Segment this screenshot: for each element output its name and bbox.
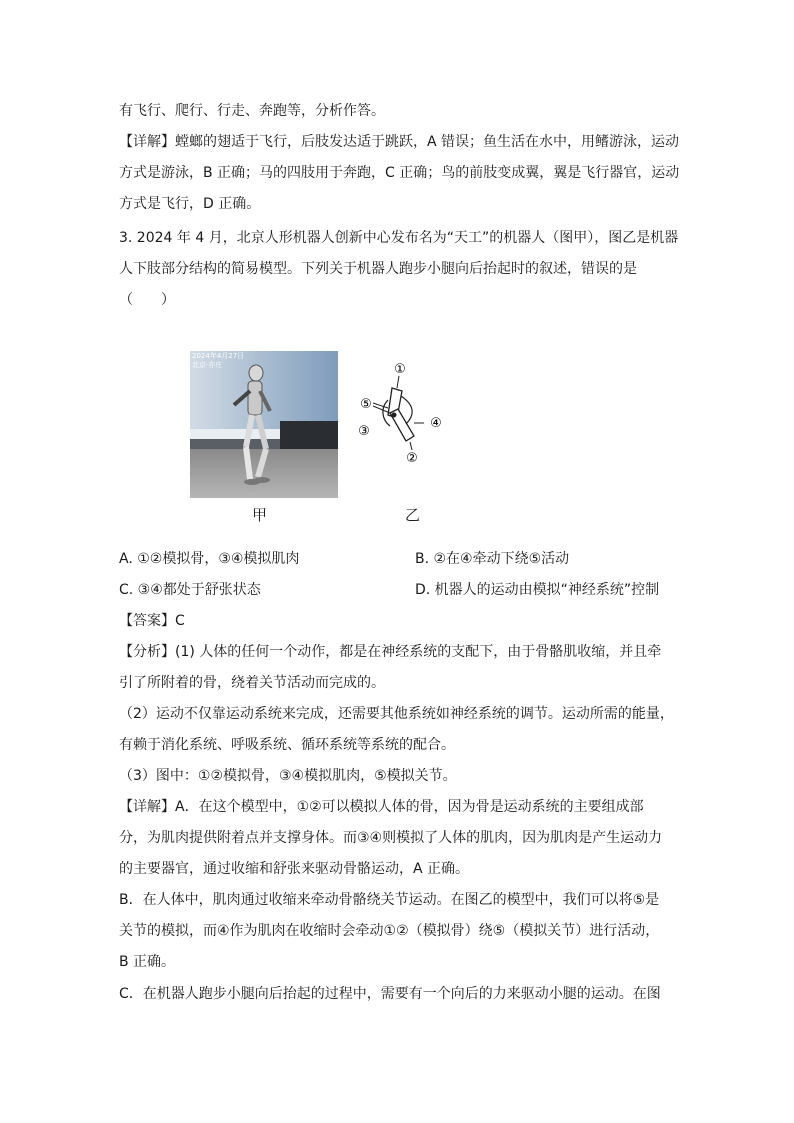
label-5: ⑤ <box>360 397 372 412</box>
option-c: C. ③④都处于舒张状态 <box>119 582 261 598</box>
caption-yi: 乙 <box>405 506 421 524</box>
caption-jia: 甲 <box>252 506 268 524</box>
robot-photo <box>190 351 338 498</box>
option-a: A. ①②模拟骨，③④模拟肌肉 <box>119 551 300 567</box>
joint-model-diagram <box>352 358 452 470</box>
text-line: 方式是游泳，B 正确；马的四肢用于奔跑，C 正确；鸟的前肢变成翼，翼是飞行器官，运动 <box>119 165 680 181</box>
label-4: ④ <box>430 416 442 431</box>
text-line: 方式是飞行，D 正确。 <box>119 196 261 212</box>
option-b: B. ②在④牵动下绕⑤活动 <box>415 551 570 567</box>
detail-line: B．在人体中，肌肉通过收缩来牵动骨骼绕关节运动。在图乙的模型中，我们可以将⑤是 <box>119 892 660 908</box>
photo-place-overlay: 北京·亦庄 <box>192 361 223 369</box>
text-line: 【详解】螳螂的翅适于飞行，后肢发达适于跳跃，A 错误；鱼生活在水中，用鳍游泳，运动 <box>119 134 680 150</box>
detail-line: B 正确。 <box>119 954 176 970</box>
question-stem: 人下肢部分结构的简易模型。下列关于机器人跑步小腿向后抬起时的叙述，错误的是 <box>119 261 637 277</box>
answer-line: 【答案】C <box>119 613 185 629</box>
analysis-line: 引了所附着的骨，绕着关节活动而完成的。 <box>119 675 385 691</box>
detail-line: 的主要器官，通过收缩和舒张来驱动骨骼运动，A 正确。 <box>119 861 470 877</box>
robot-photo-image <box>190 351 338 498</box>
option-d: D. 机器人的运动由模拟“神经系统”控制 <box>415 582 660 598</box>
detail-line: 分，为肌肉提供附着点并支撑身体。而③④则模拟了人体的肌肉，因为肌肉是产生运动力 <box>119 830 663 846</box>
question-stem: 3. 2024 年 4 月，北京人形机器人创新中心发布名为“天工”的机器人（图甲），图乙是机器 <box>119 230 679 246</box>
analysis-line: （2）运动不仅靠运动系统来完成，还需要其他系统如神经系统的调节。运动所需的能量， <box>119 706 674 722</box>
answer-blank: （ ） <box>119 292 175 308</box>
joint-dot <box>392 413 397 418</box>
label-1: ① <box>394 362 406 377</box>
analysis-line: （3）图中：①②模拟骨，③④模拟肌肉，⑤模拟关节。 <box>119 768 457 784</box>
text-line: 有飞行、爬行、行走、奔跑等，分析作答。 <box>119 103 385 119</box>
analysis-line: 有赖于消化系统、呼吸系统、循环系统等系统的配合。 <box>119 737 455 753</box>
label-2: ② <box>406 451 418 466</box>
detail-line: C．在机器人跑步小腿向后抬起的过程中，需要有一个向后的力来驱动小腿的运动。在图 <box>119 986 661 1002</box>
label-3: ③ <box>358 424 370 439</box>
detail-line: 【详解】A．在这个模型中，①②可以模拟人体的骨，因为骨是运动系统的主要组成部 <box>119 799 644 815</box>
detail-line: 关节的模拟，而④作为肌肉在收缩时会牵动①②（模拟骨）绕⑤（模拟关节）进行活动， <box>119 923 660 939</box>
analysis-line: 【分析】(1) 人体的任何一个动作，都是在神经系统的支配下，由于骨骼肌收缩，并且牵 <box>119 644 662 660</box>
photo-date-overlay: 2024年4月27日 <box>192 352 245 360</box>
